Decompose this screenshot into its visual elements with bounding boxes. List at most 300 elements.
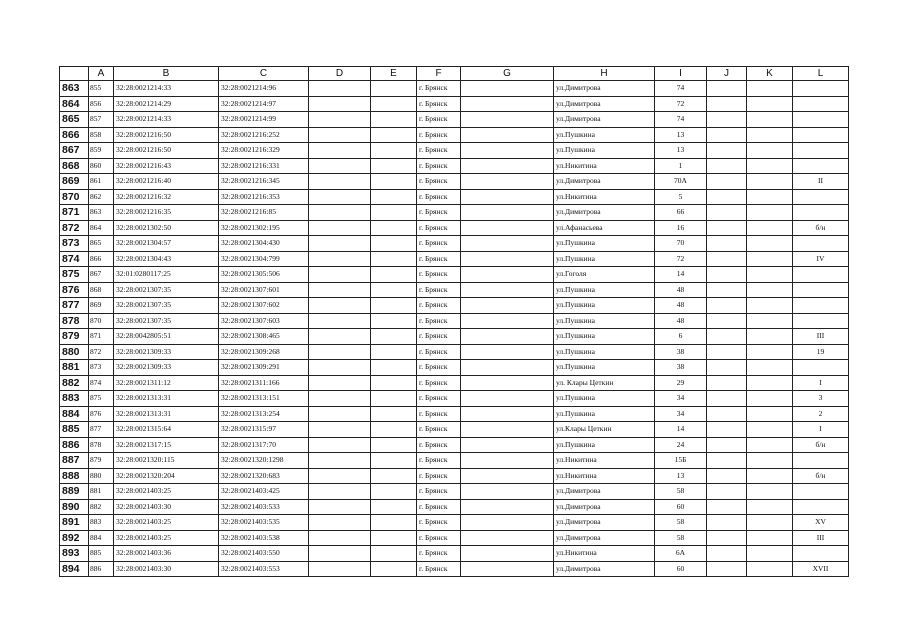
cell-d[interactable] bbox=[309, 189, 371, 205]
cell-b[interactable]: 32:28:0021307:35 bbox=[114, 298, 219, 314]
cell-a[interactable]: 870 bbox=[89, 313, 114, 329]
row-header[interactable]: 870 bbox=[60, 189, 89, 205]
cell-c[interactable]: 32:28:0021403:553 bbox=[219, 561, 309, 577]
cell-g[interactable] bbox=[461, 220, 554, 236]
cell-g[interactable] bbox=[461, 391, 554, 407]
row-header[interactable]: 882 bbox=[60, 375, 89, 391]
row-header[interactable]: 864 bbox=[60, 96, 89, 112]
cell-c[interactable]: 32:28:0021403:533 bbox=[219, 499, 309, 515]
cell-g[interactable] bbox=[461, 112, 554, 128]
cell-a[interactable]: 877 bbox=[89, 422, 114, 438]
cell-a[interactable]: 859 bbox=[89, 143, 114, 159]
cell-l[interactable]: 19 bbox=[793, 344, 849, 360]
cell-b[interactable]: 32:28:0021309:33 bbox=[114, 360, 219, 376]
cell-c[interactable]: 32:28:0021320:1298 bbox=[219, 453, 309, 469]
cell-b[interactable]: 32:28:0021304:57 bbox=[114, 236, 219, 252]
cell-c[interactable]: 32:28:0021403:538 bbox=[219, 530, 309, 546]
cell-c[interactable]: 32:28:0021214:96 bbox=[219, 81, 309, 97]
cell-d[interactable] bbox=[309, 205, 371, 221]
cell-c[interactable]: 32:28:0021403:535 bbox=[219, 515, 309, 531]
cell-e[interactable] bbox=[371, 499, 417, 515]
cell-e[interactable] bbox=[371, 158, 417, 174]
cell-k[interactable] bbox=[747, 143, 793, 159]
row-header[interactable]: 893 bbox=[60, 546, 89, 562]
cell-c[interactable]: 32:28:0021307:601 bbox=[219, 282, 309, 298]
cell-e[interactable] bbox=[371, 422, 417, 438]
cell-b[interactable]: 32:28:0021311:12 bbox=[114, 375, 219, 391]
cell-i[interactable]: 6А bbox=[655, 546, 707, 562]
cell-a[interactable]: 858 bbox=[89, 127, 114, 143]
cell-e[interactable] bbox=[371, 298, 417, 314]
cell-f[interactable]: г. Брянск bbox=[417, 561, 461, 577]
cell-b[interactable]: 32:28:0021216:50 bbox=[114, 127, 219, 143]
row-header[interactable]: 874 bbox=[60, 251, 89, 267]
cell-j[interactable] bbox=[707, 375, 747, 391]
cell-b[interactable]: 32:28:0021403:30 bbox=[114, 561, 219, 577]
cell-b[interactable]: 32:28:0021315:64 bbox=[114, 422, 219, 438]
cell-f[interactable]: г. Брянск bbox=[417, 422, 461, 438]
cell-d[interactable] bbox=[309, 391, 371, 407]
row-header[interactable]: 878 bbox=[60, 313, 89, 329]
cell-j[interactable] bbox=[707, 422, 747, 438]
cell-f[interactable]: г. Брянск bbox=[417, 360, 461, 376]
cell-i[interactable]: 74 bbox=[655, 112, 707, 128]
row-header[interactable]: 877 bbox=[60, 298, 89, 314]
cell-i[interactable]: 13 bbox=[655, 468, 707, 484]
cell-h[interactable]: ул.Пушкина bbox=[554, 313, 655, 329]
cell-l[interactable] bbox=[793, 158, 849, 174]
cell-h[interactable]: ул.Клары Цеткин bbox=[554, 422, 655, 438]
cell-i[interactable]: 13 bbox=[655, 143, 707, 159]
row-header[interactable]: 889 bbox=[60, 484, 89, 500]
column-header-l[interactable]: L bbox=[793, 67, 849, 81]
cell-c[interactable]: 32:28:0021216:329 bbox=[219, 143, 309, 159]
row-header[interactable]: 891 bbox=[60, 515, 89, 531]
cell-h[interactable]: ул. Клары Цеткин bbox=[554, 375, 655, 391]
cell-l[interactable] bbox=[793, 267, 849, 283]
row-header[interactable]: 888 bbox=[60, 468, 89, 484]
cell-j[interactable] bbox=[707, 236, 747, 252]
row-header[interactable]: 876 bbox=[60, 282, 89, 298]
cell-b[interactable]: 32:28:0021216:32 bbox=[114, 189, 219, 205]
cell-b[interactable]: 32:28:0021313:31 bbox=[114, 391, 219, 407]
cell-j[interactable] bbox=[707, 189, 747, 205]
cell-h[interactable]: ул.Пушкина bbox=[554, 437, 655, 453]
row-header[interactable]: 871 bbox=[60, 205, 89, 221]
cell-h[interactable]: ул.Пушкина bbox=[554, 127, 655, 143]
cell-a[interactable]: 881 bbox=[89, 484, 114, 500]
cell-j[interactable] bbox=[707, 515, 747, 531]
cell-i[interactable]: 60 bbox=[655, 499, 707, 515]
row-header[interactable]: 883 bbox=[60, 391, 89, 407]
cell-k[interactable] bbox=[747, 530, 793, 546]
cell-k[interactable] bbox=[747, 236, 793, 252]
cell-f[interactable]: г. Брянск bbox=[417, 127, 461, 143]
cell-f[interactable]: г. Брянск bbox=[417, 437, 461, 453]
cell-e[interactable] bbox=[371, 406, 417, 422]
cell-k[interactable] bbox=[747, 344, 793, 360]
cell-l[interactable] bbox=[793, 360, 849, 376]
cell-i[interactable]: 58 bbox=[655, 515, 707, 531]
cell-h[interactable]: ул.Пушкина bbox=[554, 282, 655, 298]
cell-k[interactable] bbox=[747, 158, 793, 174]
cell-b[interactable]: 32:28:0021216:35 bbox=[114, 205, 219, 221]
row-header[interactable]: 887 bbox=[60, 453, 89, 469]
cell-j[interactable] bbox=[707, 546, 747, 562]
cell-i[interactable]: 14 bbox=[655, 267, 707, 283]
cell-i[interactable]: 29 bbox=[655, 375, 707, 391]
row-header[interactable]: 890 bbox=[60, 499, 89, 515]
cell-f[interactable]: г. Брянск bbox=[417, 530, 461, 546]
cell-h[interactable]: ул.Пушкина bbox=[554, 143, 655, 159]
cell-e[interactable] bbox=[371, 127, 417, 143]
cell-i[interactable]: 72 bbox=[655, 96, 707, 112]
cell-b[interactable]: 32:28:0021302:50 bbox=[114, 220, 219, 236]
cell-h[interactable]: ул.Пушкина bbox=[554, 360, 655, 376]
cell-e[interactable] bbox=[371, 143, 417, 159]
cell-f[interactable]: г. Брянск bbox=[417, 484, 461, 500]
column-header-j[interactable]: J bbox=[707, 67, 747, 81]
cell-g[interactable] bbox=[461, 360, 554, 376]
cell-g[interactable] bbox=[461, 375, 554, 391]
cell-g[interactable] bbox=[461, 236, 554, 252]
cell-a[interactable]: 874 bbox=[89, 375, 114, 391]
cell-i[interactable]: 74 bbox=[655, 81, 707, 97]
cell-k[interactable] bbox=[747, 499, 793, 515]
cell-f[interactable]: г. Брянск bbox=[417, 267, 461, 283]
cell-k[interactable] bbox=[747, 189, 793, 205]
cell-g[interactable] bbox=[461, 127, 554, 143]
cell-g[interactable] bbox=[461, 499, 554, 515]
cell-i[interactable]: 1 bbox=[655, 158, 707, 174]
cell-c[interactable]: 32:28:0021307:602 bbox=[219, 298, 309, 314]
cell-c[interactable]: 32:28:0021214:97 bbox=[219, 96, 309, 112]
cell-j[interactable] bbox=[707, 344, 747, 360]
cell-a[interactable]: 873 bbox=[89, 360, 114, 376]
cell-f[interactable]: г. Брянск bbox=[417, 468, 461, 484]
cell-j[interactable] bbox=[707, 499, 747, 515]
cell-f[interactable]: г. Брянск bbox=[417, 499, 461, 515]
cell-l[interactable] bbox=[793, 112, 849, 128]
column-header-g[interactable]: G bbox=[461, 67, 554, 81]
cell-l[interactable] bbox=[793, 189, 849, 205]
cell-l[interactable] bbox=[793, 484, 849, 500]
cell-l[interactable]: б/н bbox=[793, 437, 849, 453]
cell-l[interactable]: 3 bbox=[793, 391, 849, 407]
cell-h[interactable]: ул.Гоголя bbox=[554, 267, 655, 283]
cell-l[interactable]: I bbox=[793, 375, 849, 391]
cell-d[interactable] bbox=[309, 81, 371, 97]
cell-e[interactable] bbox=[371, 360, 417, 376]
cell-g[interactable] bbox=[461, 158, 554, 174]
cell-g[interactable] bbox=[461, 189, 554, 205]
cell-d[interactable] bbox=[309, 530, 371, 546]
cell-k[interactable] bbox=[747, 220, 793, 236]
cell-e[interactable] bbox=[371, 313, 417, 329]
cell-b[interactable]: 32:28:0021307:35 bbox=[114, 313, 219, 329]
cell-e[interactable] bbox=[371, 112, 417, 128]
cell-d[interactable] bbox=[309, 251, 371, 267]
cell-l[interactable] bbox=[793, 453, 849, 469]
cell-b[interactable]: 32:28:0021214:33 bbox=[114, 112, 219, 128]
row-header[interactable]: 873 bbox=[60, 236, 89, 252]
cell-g[interactable] bbox=[461, 344, 554, 360]
cell-j[interactable] bbox=[707, 437, 747, 453]
cell-e[interactable] bbox=[371, 236, 417, 252]
cell-k[interactable] bbox=[747, 112, 793, 128]
cell-l[interactable] bbox=[793, 298, 849, 314]
cell-l[interactable] bbox=[793, 313, 849, 329]
cell-l[interactable] bbox=[793, 499, 849, 515]
cell-a[interactable]: 878 bbox=[89, 437, 114, 453]
cell-c[interactable]: 32:28:0021216:85 bbox=[219, 205, 309, 221]
cell-k[interactable] bbox=[747, 205, 793, 221]
row-header[interactable]: 880 bbox=[60, 344, 89, 360]
cell-f[interactable]: г. Брянск bbox=[417, 112, 461, 128]
cell-j[interactable] bbox=[707, 453, 747, 469]
cell-d[interactable] bbox=[309, 499, 371, 515]
cell-k[interactable] bbox=[747, 437, 793, 453]
cell-g[interactable] bbox=[461, 251, 554, 267]
cell-b[interactable]: 32:28:0021317:15 bbox=[114, 437, 219, 453]
cell-f[interactable]: г. Брянск bbox=[417, 236, 461, 252]
cell-h[interactable]: ул.Афанасьева bbox=[554, 220, 655, 236]
row-header[interactable]: 868 bbox=[60, 158, 89, 174]
cell-e[interactable] bbox=[371, 96, 417, 112]
cell-e[interactable] bbox=[371, 344, 417, 360]
cell-l[interactable]: б/н bbox=[793, 220, 849, 236]
cell-g[interactable] bbox=[461, 561, 554, 577]
cell-c[interactable]: 32:28:0021309:268 bbox=[219, 344, 309, 360]
cell-f[interactable]: г. Брянск bbox=[417, 220, 461, 236]
corner-cell[interactable] bbox=[60, 67, 89, 81]
cell-j[interactable] bbox=[707, 251, 747, 267]
cell-d[interactable] bbox=[309, 344, 371, 360]
cell-k[interactable] bbox=[747, 174, 793, 190]
cell-b[interactable]: 32:28:0021216:50 bbox=[114, 143, 219, 159]
cell-c[interactable]: 32:28:0021214:99 bbox=[219, 112, 309, 128]
cell-i[interactable]: 6 bbox=[655, 329, 707, 345]
cell-l[interactable]: I bbox=[793, 422, 849, 438]
cell-f[interactable]: г. Брянск bbox=[417, 406, 461, 422]
cell-c[interactable]: 32:28:0021216:331 bbox=[219, 158, 309, 174]
cell-a[interactable]: 869 bbox=[89, 298, 114, 314]
cell-g[interactable] bbox=[461, 484, 554, 500]
cell-a[interactable]: 860 bbox=[89, 158, 114, 174]
cell-k[interactable] bbox=[747, 561, 793, 577]
row-header[interactable]: 869 bbox=[60, 174, 89, 190]
cell-d[interactable] bbox=[309, 236, 371, 252]
cell-e[interactable] bbox=[371, 205, 417, 221]
cell-e[interactable] bbox=[371, 375, 417, 391]
cell-i[interactable]: 58 bbox=[655, 530, 707, 546]
cell-e[interactable] bbox=[371, 391, 417, 407]
cell-h[interactable]: ул.Пушкина bbox=[554, 391, 655, 407]
column-header-i[interactable]: I bbox=[655, 67, 707, 81]
cell-f[interactable]: г. Брянск bbox=[417, 205, 461, 221]
cell-g[interactable] bbox=[461, 96, 554, 112]
cell-a[interactable]: 861 bbox=[89, 174, 114, 190]
cell-h[interactable]: ул.Димитрова bbox=[554, 112, 655, 128]
row-header[interactable]: 886 bbox=[60, 437, 89, 453]
cell-f[interactable]: г. Брянск bbox=[417, 515, 461, 531]
cell-g[interactable] bbox=[461, 468, 554, 484]
row-header[interactable]: 863 bbox=[60, 81, 89, 97]
cell-g[interactable] bbox=[461, 81, 554, 97]
cell-b[interactable]: 32:28:0021307:35 bbox=[114, 282, 219, 298]
cell-j[interactable] bbox=[707, 406, 747, 422]
cell-h[interactable]: ул.Димитрова bbox=[554, 515, 655, 531]
cell-k[interactable] bbox=[747, 127, 793, 143]
cell-g[interactable] bbox=[461, 530, 554, 546]
cell-f[interactable]: г. Брянск bbox=[417, 189, 461, 205]
cell-j[interactable] bbox=[707, 282, 747, 298]
cell-j[interactable] bbox=[707, 298, 747, 314]
cell-e[interactable] bbox=[371, 189, 417, 205]
row-header[interactable]: 885 bbox=[60, 422, 89, 438]
cell-a[interactable]: 863 bbox=[89, 205, 114, 221]
cell-g[interactable] bbox=[461, 453, 554, 469]
cell-l[interactable] bbox=[793, 282, 849, 298]
column-header-b[interactable]: B bbox=[114, 67, 219, 81]
cell-e[interactable] bbox=[371, 546, 417, 562]
cell-e[interactable] bbox=[371, 530, 417, 546]
cell-e[interactable] bbox=[371, 561, 417, 577]
cell-c[interactable]: 32:28:0021309:291 bbox=[219, 360, 309, 376]
cell-l[interactable]: 2 bbox=[793, 406, 849, 422]
cell-l[interactable] bbox=[793, 143, 849, 159]
cell-g[interactable] bbox=[461, 313, 554, 329]
cell-f[interactable]: г. Брянск bbox=[417, 298, 461, 314]
cell-e[interactable] bbox=[371, 437, 417, 453]
cell-d[interactable] bbox=[309, 422, 371, 438]
row-header[interactable]: 881 bbox=[60, 360, 89, 376]
cell-a[interactable]: 879 bbox=[89, 453, 114, 469]
cell-a[interactable]: 866 bbox=[89, 251, 114, 267]
cell-l[interactable]: XVII bbox=[793, 561, 849, 577]
cell-c[interactable]: 32:28:0021311:166 bbox=[219, 375, 309, 391]
cell-c[interactable]: 32:28:0021216:252 bbox=[219, 127, 309, 143]
cell-j[interactable] bbox=[707, 143, 747, 159]
cell-i[interactable]: 58 bbox=[655, 484, 707, 500]
cell-f[interactable]: г. Брянск bbox=[417, 391, 461, 407]
cell-i[interactable]: 70 bbox=[655, 236, 707, 252]
cell-b[interactable]: 32:28:0021403:25 bbox=[114, 484, 219, 500]
row-header[interactable]: 865 bbox=[60, 112, 89, 128]
cell-i[interactable]: 70А bbox=[655, 174, 707, 190]
cell-a[interactable]: 855 bbox=[89, 81, 114, 97]
column-header-k[interactable]: K bbox=[747, 67, 793, 81]
cell-b[interactable]: 32:28:0021214:33 bbox=[114, 81, 219, 97]
cell-j[interactable] bbox=[707, 561, 747, 577]
cell-k[interactable] bbox=[747, 282, 793, 298]
cell-d[interactable] bbox=[309, 406, 371, 422]
cell-l[interactable] bbox=[793, 127, 849, 143]
cell-l[interactable]: IV bbox=[793, 251, 849, 267]
cell-l[interactable]: III bbox=[793, 530, 849, 546]
cell-k[interactable] bbox=[747, 468, 793, 484]
cell-j[interactable] bbox=[707, 158, 747, 174]
cell-c[interactable]: 32:28:0021302:195 bbox=[219, 220, 309, 236]
cell-h[interactable]: ул.Никитина bbox=[554, 453, 655, 469]
cell-i[interactable]: 24 bbox=[655, 437, 707, 453]
row-header[interactable]: 892 bbox=[60, 530, 89, 546]
cell-a[interactable]: 883 bbox=[89, 515, 114, 531]
cell-i[interactable]: 15Б bbox=[655, 453, 707, 469]
cell-d[interactable] bbox=[309, 174, 371, 190]
cell-l[interactable] bbox=[793, 81, 849, 97]
cell-i[interactable]: 48 bbox=[655, 298, 707, 314]
cell-k[interactable] bbox=[747, 546, 793, 562]
column-header-d[interactable]: D bbox=[309, 67, 371, 81]
cell-c[interactable]: 32:28:0021304:430 bbox=[219, 236, 309, 252]
cell-f[interactable]: г. Брянск bbox=[417, 174, 461, 190]
cell-c[interactable]: 32:28:0021308:465 bbox=[219, 329, 309, 345]
cell-b[interactable]: 32:28:0021320:115 bbox=[114, 453, 219, 469]
cell-j[interactable] bbox=[707, 267, 747, 283]
cell-e[interactable] bbox=[371, 453, 417, 469]
cell-h[interactable]: ул.Пушкина bbox=[554, 406, 655, 422]
cell-a[interactable]: 882 bbox=[89, 499, 114, 515]
cell-e[interactable] bbox=[371, 81, 417, 97]
cell-d[interactable] bbox=[309, 298, 371, 314]
cell-l[interactable] bbox=[793, 546, 849, 562]
cell-h[interactable]: ул.Никитина bbox=[554, 546, 655, 562]
cell-k[interactable] bbox=[747, 96, 793, 112]
cell-k[interactable] bbox=[747, 406, 793, 422]
cell-c[interactable]: 32:28:0021304:799 bbox=[219, 251, 309, 267]
cell-i[interactable]: 13 bbox=[655, 127, 707, 143]
cell-k[interactable] bbox=[747, 391, 793, 407]
cell-k[interactable] bbox=[747, 329, 793, 345]
cell-k[interactable] bbox=[747, 453, 793, 469]
cell-k[interactable] bbox=[747, 360, 793, 376]
cell-l[interactable]: б/н bbox=[793, 468, 849, 484]
cell-c[interactable]: 32:28:0021305:506 bbox=[219, 267, 309, 283]
cell-i[interactable]: 16 bbox=[655, 220, 707, 236]
cell-j[interactable] bbox=[707, 484, 747, 500]
cell-b[interactable]: 32:28:0021313:31 bbox=[114, 406, 219, 422]
cell-j[interactable] bbox=[707, 391, 747, 407]
cell-g[interactable] bbox=[461, 437, 554, 453]
cell-c[interactable]: 32:28:0021313:254 bbox=[219, 406, 309, 422]
cell-d[interactable] bbox=[309, 112, 371, 128]
cell-h[interactable]: ул.Никитина bbox=[554, 189, 655, 205]
cell-k[interactable] bbox=[747, 81, 793, 97]
cell-g[interactable] bbox=[461, 174, 554, 190]
cell-i[interactable]: 34 bbox=[655, 391, 707, 407]
cell-l[interactable]: III bbox=[793, 329, 849, 345]
cell-b[interactable]: 32:28:0021216:43 bbox=[114, 158, 219, 174]
cell-j[interactable] bbox=[707, 220, 747, 236]
cell-d[interactable] bbox=[309, 468, 371, 484]
cell-b[interactable]: 32:01:0280117:25 bbox=[114, 267, 219, 283]
column-header-f[interactable]: F bbox=[417, 67, 461, 81]
cell-a[interactable]: 876 bbox=[89, 406, 114, 422]
cell-h[interactable]: ул.Димитрова bbox=[554, 81, 655, 97]
cell-d[interactable] bbox=[309, 127, 371, 143]
cell-j[interactable] bbox=[707, 468, 747, 484]
cell-a[interactable]: 868 bbox=[89, 282, 114, 298]
cell-d[interactable] bbox=[309, 484, 371, 500]
cell-h[interactable]: ул.Пушкина bbox=[554, 236, 655, 252]
cell-e[interactable] bbox=[371, 251, 417, 267]
cell-a[interactable]: 880 bbox=[89, 468, 114, 484]
cell-d[interactable] bbox=[309, 267, 371, 283]
cell-b[interactable]: 32:28:0021320:204 bbox=[114, 468, 219, 484]
cell-h[interactable]: ул.Димитрова bbox=[554, 205, 655, 221]
cell-i[interactable]: 5 bbox=[655, 189, 707, 205]
